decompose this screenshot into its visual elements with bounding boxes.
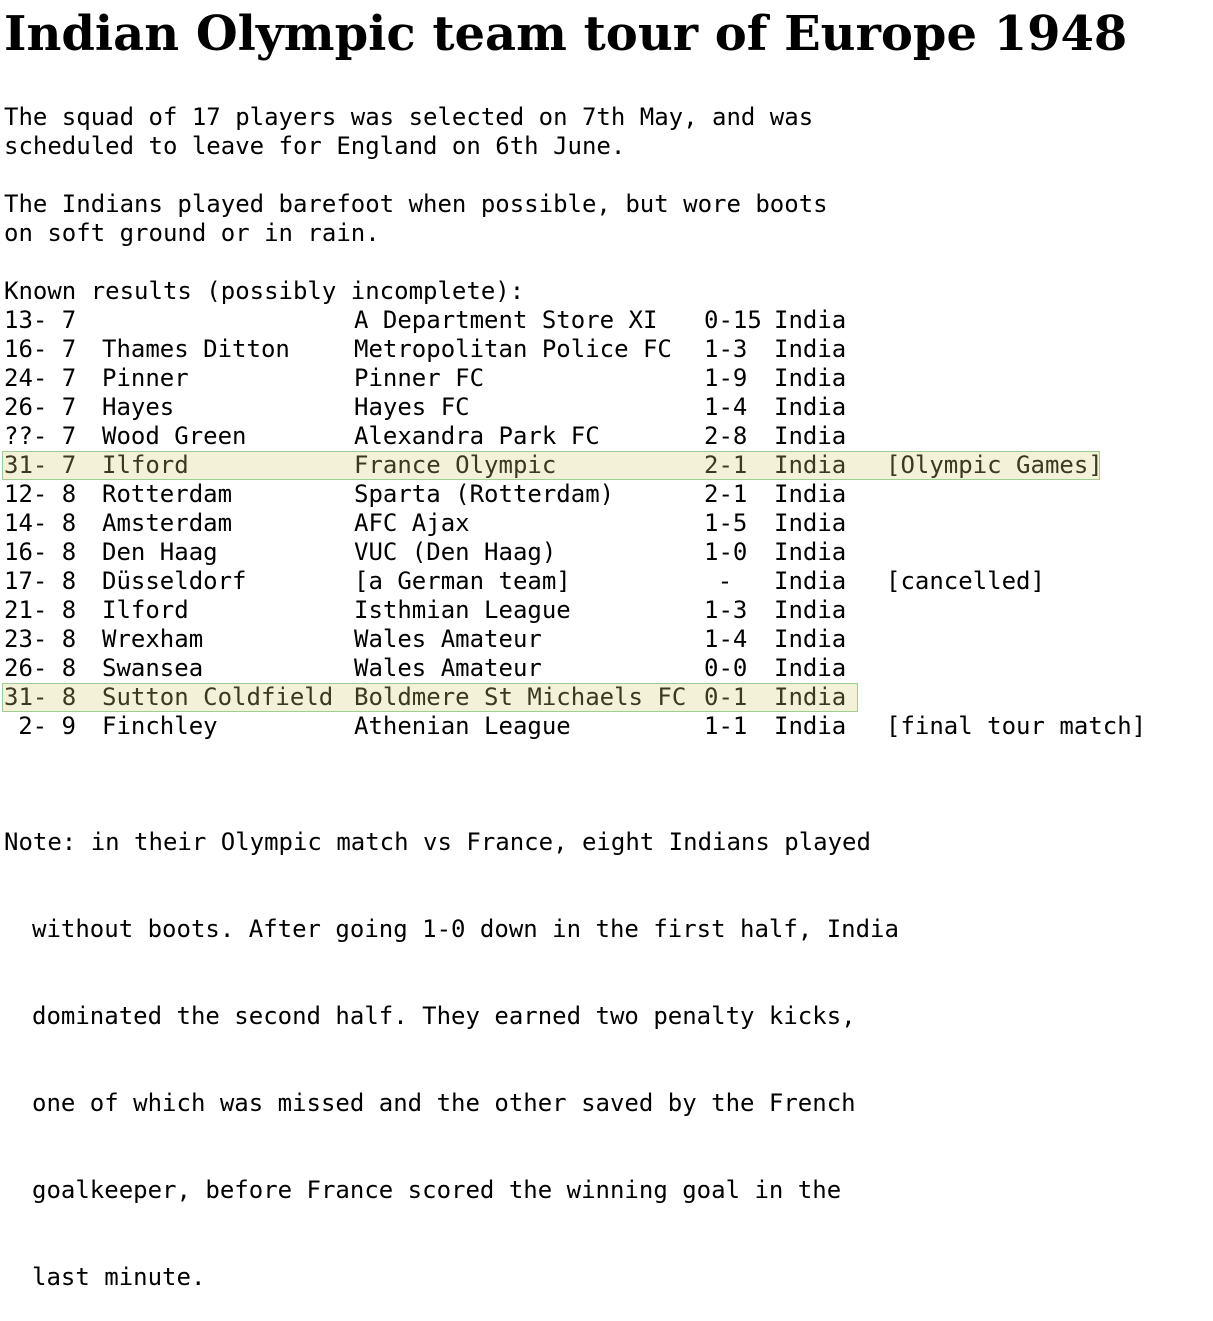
result-opponent: Wales Amateur [354,654,542,682]
result-score: 1-3 [704,596,748,624]
results-list [4,306,1204,741]
result-date: 16- 8 [4,538,77,566]
result-date: 24- 7 [4,364,77,392]
result-score: 1-4 [704,393,748,421]
result-team: India [774,306,847,334]
result-note: [cancelled] [886,567,1045,595]
note-line: goalkeeper, before France scored the winning goal in the [32,1176,842,1204]
result-team: India [774,567,847,595]
result-venue: Amsterdam [102,509,233,537]
note-line: one of which was missed and the other saved by the French [32,1089,856,1117]
result-team: India [774,422,847,450]
result-team: India [774,625,847,653]
result-row [4,335,1204,364]
intro-paragraph-squad: The squad of 17 players was selected on 7th May, and was scheduled to leave for England on 6th June. [4,103,814,160]
result-opponent: Sparta (Rotterdam) [354,480,615,508]
result-date: 17- 8 [4,567,77,595]
result-opponent: Metropolitan Police FC [354,335,672,363]
result-team: India [774,712,847,740]
result-date: 12- 8 [4,480,77,508]
result-opponent: AFC Ajax [354,509,470,537]
result-date: 26- 8 [4,654,77,682]
result-score: 0-0 [704,654,748,682]
result-team: India [774,451,847,479]
result-score: 2-1 [704,451,748,479]
result-date: 13- 7 [4,306,77,334]
result-row [4,683,1204,712]
result-opponent: A Department Store XI [354,306,658,334]
result-team: India [774,335,847,363]
result-score: 1-1 [704,712,748,740]
result-team: India [774,393,847,421]
result-opponent: Isthmian League [354,596,571,624]
result-score: 0-15 [704,306,762,334]
result-date: 16- 7 [4,335,77,363]
result-row [4,567,1204,596]
result-venue: Den Haag [102,538,218,566]
result-date: 31- 8 [4,683,77,711]
result-team: India [774,509,847,537]
result-opponent: Athenian League [354,712,571,740]
result-venue: Finchley [102,712,218,740]
result-row [4,654,1204,683]
result-date: 21- 8 [4,596,77,624]
result-venue: Wrexham [102,625,204,653]
result-row [4,451,1204,480]
result-venue: Ilford [102,451,189,479]
result-venue: Thames Ditton [102,335,290,363]
result-score: - [717,567,733,595]
result-opponent: Pinner FC [354,364,485,392]
result-venue: Ilford [102,596,189,624]
result-opponent: Wales Amateur [354,625,542,653]
result-date: ??- 7 [4,422,77,450]
result-row [4,596,1204,625]
result-row [4,538,1204,567]
page-title: Indian Olympic team tour of Europe 1948 [4,6,1128,62]
result-row [4,422,1204,451]
result-score: 0-1 [704,683,748,711]
match-note [4,770,899,1321]
result-score: 1-4 [704,625,748,653]
result-score: 2-1 [704,480,748,508]
result-note: [final tour match] [886,712,1147,740]
result-row [4,625,1204,654]
result-row [4,393,1204,422]
note-line: without boots. After going 1-0 down in the first half, India [32,915,899,943]
result-row [4,306,1204,335]
result-team: India [774,683,847,711]
result-venue: Rotterdam [102,480,233,508]
result-score: 1-9 [704,364,748,392]
result-team: India [774,480,847,508]
result-venue: Swansea [102,654,204,682]
result-note: [Olympic Games] [886,451,1103,479]
result-team: India [774,364,847,392]
result-opponent: Boldmere St Michaels FC [354,683,687,711]
result-date: 26- 7 [4,393,77,421]
result-row [4,480,1204,509]
result-opponent: VUC (Den Haag) [354,538,557,566]
result-opponent: Alexandra Park FC [354,422,600,450]
result-date: 31- 7 [4,451,77,479]
result-team: India [774,654,847,682]
result-opponent: France Olympic [354,451,557,479]
result-date: 14- 8 [4,509,77,537]
result-team: India [774,596,847,624]
result-team: India [774,538,847,566]
intro-paragraph-barefoot: The Indians played barefoot when possible, but wore boots on soft ground or in rain. [4,190,828,247]
result-score: 1-5 [704,509,748,537]
results-heading: Known results (possibly incomplete): [4,277,525,305]
result-date: 23- 8 [4,625,77,653]
result-venue: Pinner [102,364,189,392]
result-venue: Wood Green [102,422,247,450]
result-venue: Sutton Coldfield [102,683,334,711]
result-date: 2- 9 [18,712,76,740]
note-line: last minute. [32,1263,206,1291]
result-score: 1-0 [704,538,748,566]
result-row [4,509,1204,538]
note-line: Note: in their Olympic match vs France, eight Indians played [4,828,871,856]
result-venue: Düsseldorf [102,567,247,595]
result-row [4,712,1204,741]
result-score: 1-3 [704,335,748,363]
result-opponent: Hayes FC [354,393,470,421]
result-score: 2-8 [704,422,748,450]
note-line: dominated the second half. They earned two penalty kicks, [32,1002,856,1030]
result-opponent: [a German team] [354,567,571,595]
result-venue: Hayes [102,393,175,421]
result-row [4,364,1204,393]
